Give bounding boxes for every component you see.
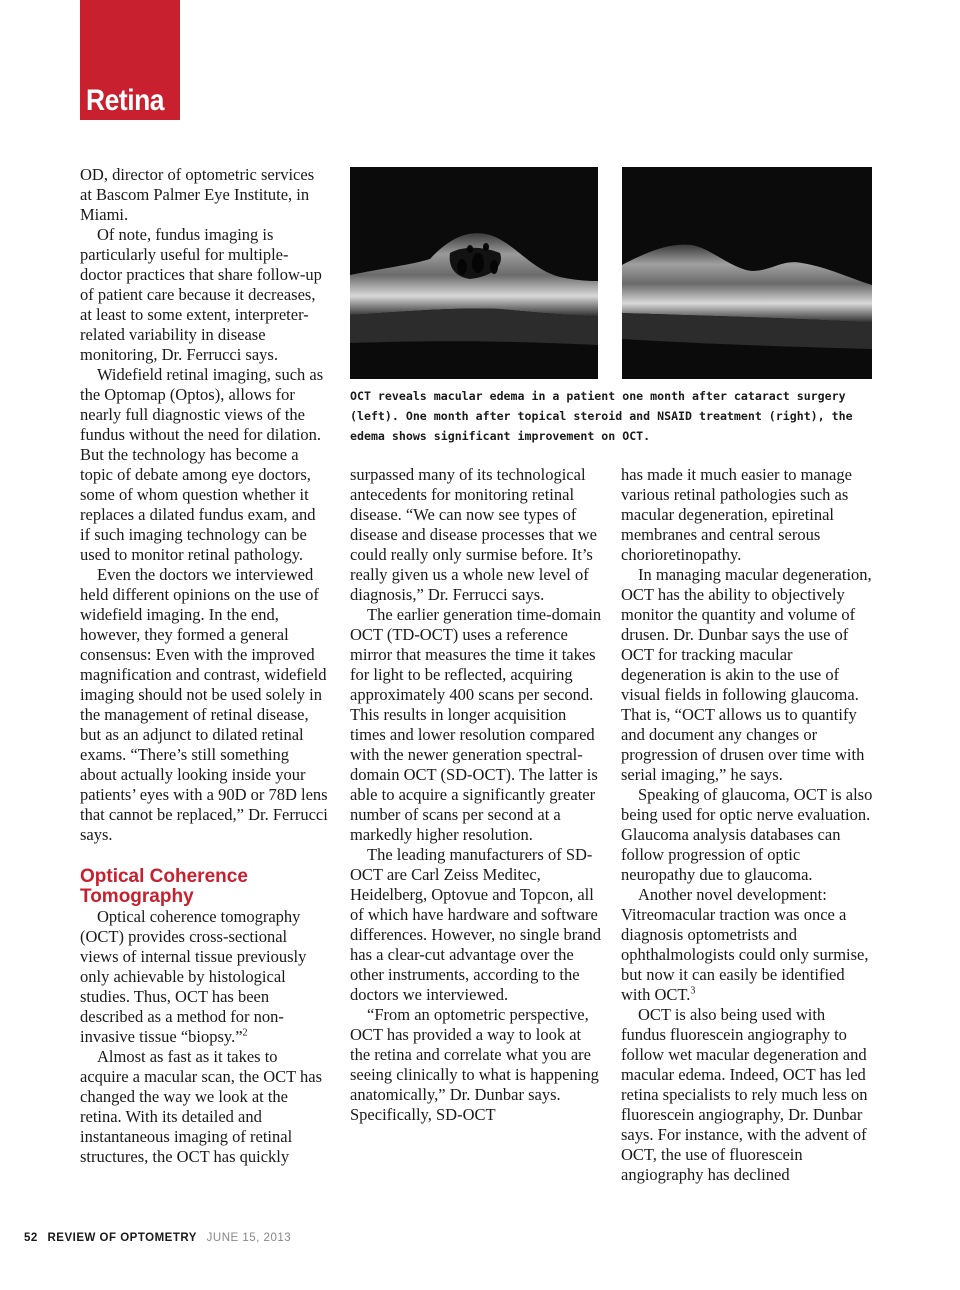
subheading-oct: Optical Coherence Tomography	[80, 866, 248, 907]
oct-figure	[350, 167, 872, 379]
paragraph: “From an optometric perspective, OCT has provided a way to look at the retina and correlate what you are seeing clinically to what is happening anatomically,” Dr. Dunbar says. Specifically, SD-OCT	[350, 1005, 599, 1124]
column-2	[350, 465, 602, 1125]
paragraph: has made it much easier to manage various retinal pathologies such as macular degeneration, epiretinal membranes and central serous chorioretinopathy.	[621, 465, 852, 564]
section-tab	[80, 0, 180, 120]
paragraph: The leading manufacturers of SD-OCT are Carl Zeiss Meditec, Heidelberg, Optovue and Topcon, all of which have hardware and software differences. However, no single brand has a clear-cut advantage over the other instruments, according to the doctors we interviewed.	[350, 845, 602, 1004]
figure-caption: OCT reveals macular edema in a patient one month after cataract surgery (left). One month after topical steroid and NSAID treatment (right), the edema shows significant improvement on OCT.	[350, 389, 853, 443]
paragraph: OD, director of optometric services at Bascom Palmer Eye Institute, in Miami.	[80, 165, 315, 224]
section-title: Retina	[86, 84, 165, 117]
paragraph	[80, 907, 328, 1047]
column-1	[80, 165, 328, 1167]
page-footer	[24, 1232, 291, 1244]
paragraph: Widefield retinal imaging, such as the Optomap (Optos), allows for nearly full diagnostic views of the fundus without the need for dilation. But the technology has become a topic of debate among eye doctors, some of whom question whether it replaces a dilated fundus exam, and if such imaging technology can be used to monitor retinal pathology.	[80, 365, 324, 564]
paragraph: OCT is also being used with fundus fluorescein angiography to follow wet macular degeneration and macular edema. Indeed, OCT has led retina specialists to rely much less on fluorescein angiography, Dr. Dunbar says. For instance, with the advent of OCT, the use of fluorescein angiography has declined	[621, 1005, 868, 1184]
page-number: 52	[24, 1232, 38, 1244]
magazine-name: REVIEW OF OPTOMETRY	[47, 1232, 197, 1244]
reference-number: 3	[690, 985, 696, 997]
paragraph: Almost as fast as it takes to acquire a macular scan, the OCT has changed the way we look at the retina. With its detailed and instantaneous imaging of retinal structures, the OCT has quickly	[80, 1047, 323, 1166]
paragraph: In managing macular degeneration, OCT has the ability to objectively monitor the quantity and volume of drusen. Dr. Dunbar says the use of OCT for tracking macular degeneration is akin to the use of visual fields in following glaucoma. That is, “OCT allows us to quantify and document any changes or progression of drusen over time with serial imaging,” he says.	[621, 565, 872, 784]
paragraph: Speaking of glaucoma, OCT is also being used for optic nerve evaluation. Glaucoma analysis databases can follow progression of optic neuropathy due to glaucoma.	[621, 785, 873, 884]
paragraph: The earlier generation time-domain OCT (TD-OCT) uses a reference mirror that measures the time it takes for light to be reflected, acquiring approximately 400 scans per second. This results in longer acquisition times and lower resolution compared with the newer generation spectral-domain OCT (SD-OCT). The latter is able to acquire a significantly greater number of scans per second at a markedly higher resolution.	[350, 605, 602, 844]
paragraph: Of note, fundus imaging is particularly useful for multiple-doctor practices that share follow-up of patient care because it decreases, at least to some extent, interpreter-related variability in disease monitoring, Dr. Ferrucci says.	[80, 225, 322, 364]
paragraph: surpassed many of its technological antecedents for monitoring retinal disease. “We can now see types of disease and disease processes that we could really only surmise before. It’s really given us a whole new level of diagnosis,” Dr. Ferrucci says.	[350, 465, 597, 604]
paragraph-text: Optical coherence tomography (OCT) provides cross-sectional views of internal tissue previously only achievable by histological studies. Thus, OCT has been described as a method for non-invasive tissue “biopsy.”	[80, 907, 307, 1046]
column-3	[621, 465, 873, 1185]
oct-scan-after	[622, 167, 872, 379]
paragraph: Even the doctors we interviewed held different opinions on the use of widefield imaging. In the end, however, they formed a general consensus: Even with the improved magnification and contrast, widefield imaging should not be used solely in the management of retinal disease, but as an adjunct to dilated retinal exams. “There’s still something about actually looking inside your patients’ eyes with a 90D or 78D lens that cannot be replaced,” Dr. Ferrucci says.	[80, 565, 328, 844]
paragraph	[621, 885, 873, 1005]
issue-date: JUNE 15, 2013	[206, 1232, 292, 1244]
oct-scan-before	[350, 167, 598, 379]
reference-number: 2	[242, 1027, 248, 1039]
paragraph-text: Another novel development: Vitreomacular traction was once a diagnosis optometrists and ophthalmologists could only surmise, but now it can easily be identified with OCT.	[621, 885, 869, 1004]
